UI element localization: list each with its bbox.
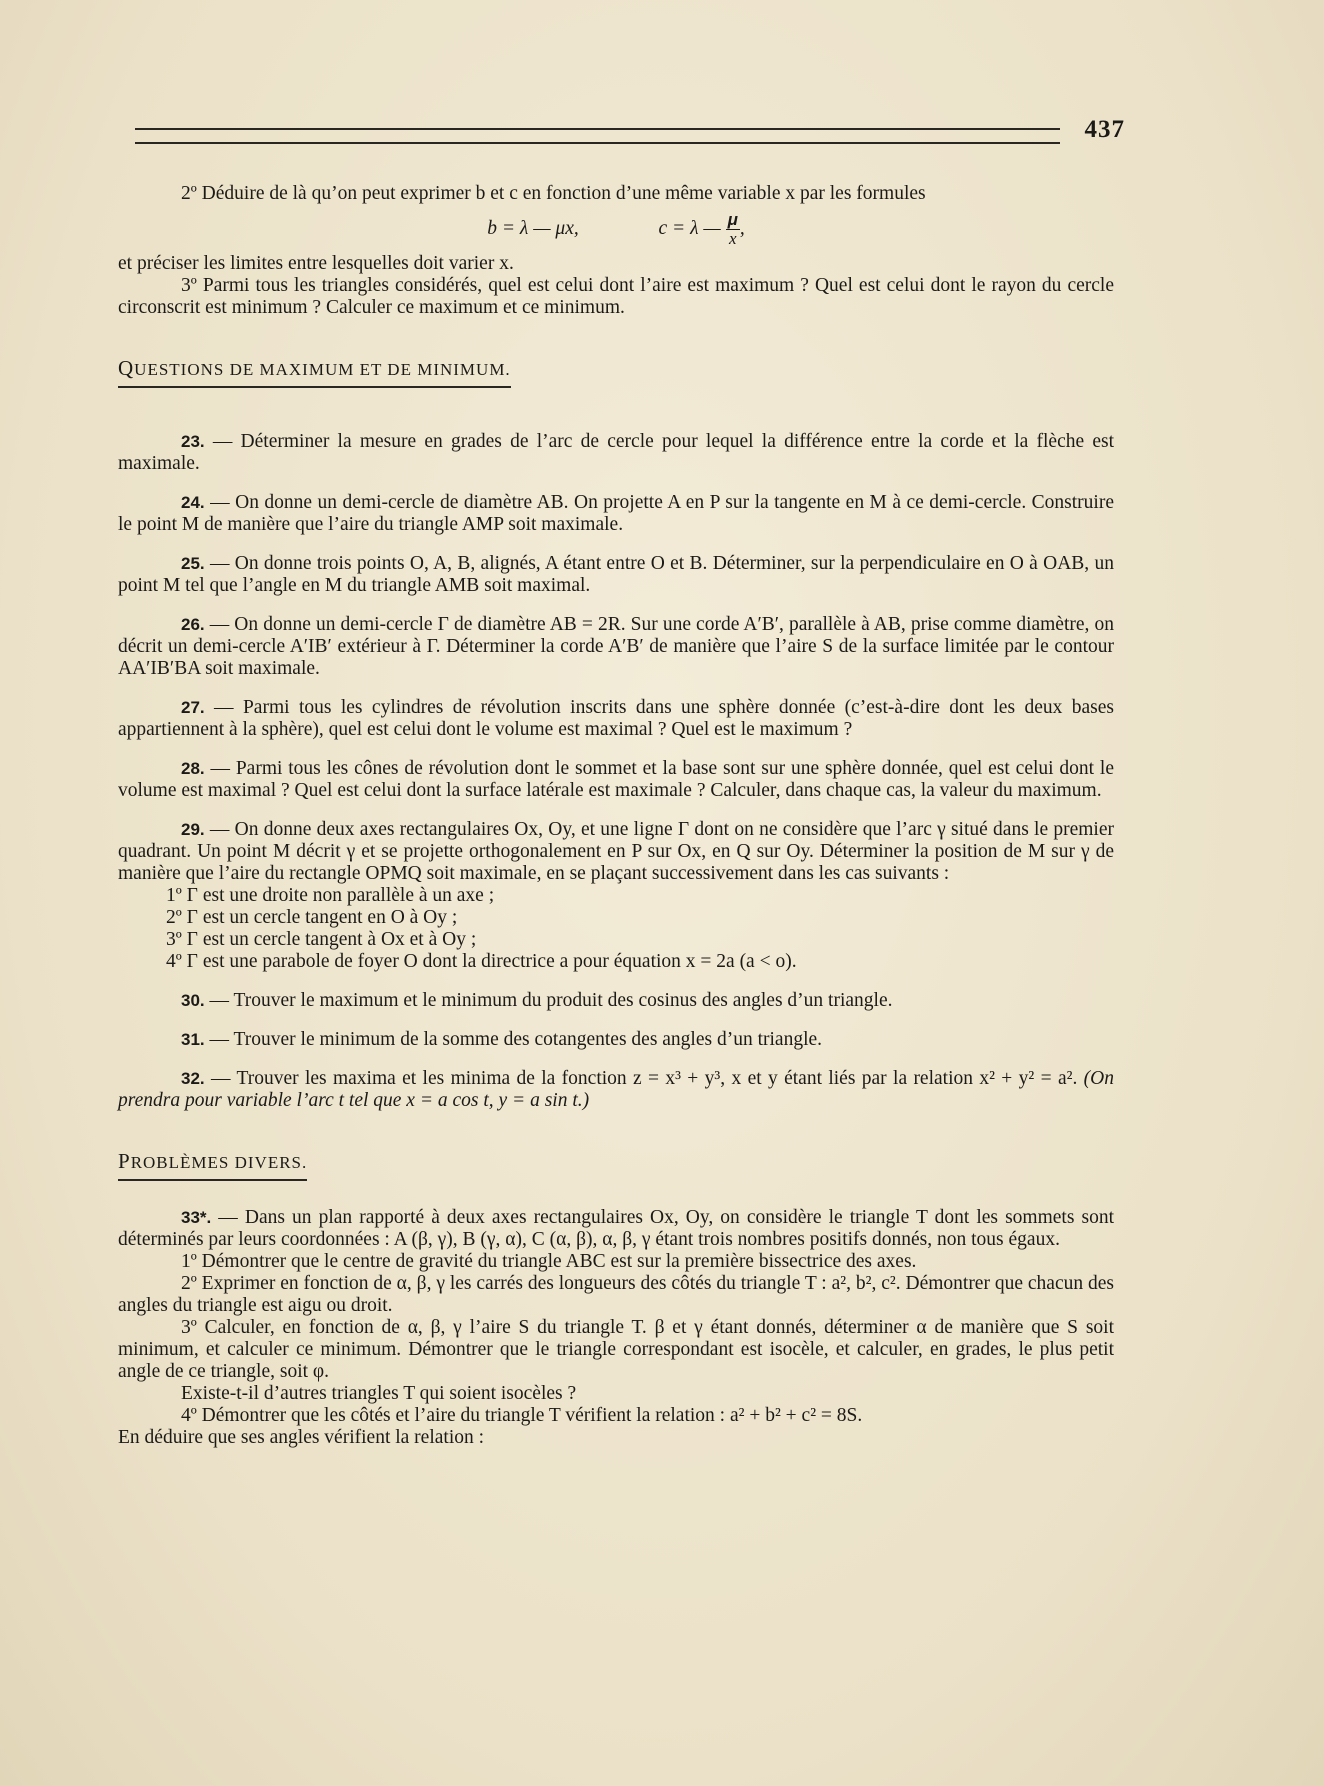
problem-33-q4-end: En déduire que ses angles vérifient la relation : bbox=[118, 1427, 485, 1448]
fraction-numerator: μ bbox=[727, 210, 738, 229]
problem-30: 30. — Trouver le maximum et le minimum du produit des cosinus des angles d’un triangle. bbox=[181, 990, 893, 1011]
problem-31: 31. — Trouver le minimum de la somme des cotangentes des angles d’un triangle. bbox=[181, 1029, 823, 1050]
intro-question-2-end: et préciser les limites entre lesquelles doit varier x. bbox=[118, 253, 514, 274]
problem-24: 24. — On donne un demi-cercle de diamètre AB. On projette A en P sur la tangente en M à ce demi-cercle. Construire le point M de manière que l’aire du triangle AMP soit maximale. bbox=[118, 492, 1114, 535]
fraction-denominator: x bbox=[728, 229, 737, 248]
problem-33-q3: 3º Calculer, en fonction de α, β, γ l’aire S du triangle T. β et γ étant donnés, déterminer α de manière que S soit minimum, et calculer ce minimum. Démontrer que le triangle correspondant est isocèle, et calculer, en grades, le plus petit angle de ce triangle, soit φ. bbox=[118, 1317, 1114, 1382]
problem-33: 33*. — Dans un plan rapporté à deux axes rectangulaires Ox, Oy, on considère le triangle T dont les sommets sont déterminés par leurs coordonnées : A (β, γ), B (γ, α), C (α, β), α, β, γ étant trois nombres positifs donnés, non tous égaux. bbox=[118, 1207, 1114, 1250]
case-item: 1º Γ est une droite non parallèle à un axe ; bbox=[166, 885, 495, 906]
problem-23: 23. — Déterminer la mesure en grades de l’arc de cercle pour lequel la différence entre la corde et la flèche est maximale. bbox=[118, 431, 1114, 474]
problem-33-q2: 2º Exprimer en fonction de α, β, γ les carrés des longueurs des côtés du triangle T : a², b², c². Démontrer que chacun des angles du triangle est aigu ou droit. bbox=[118, 1273, 1114, 1316]
problem-33-q4: 4º Démontrer que les côtés et l’aire du triangle T vérifient la relation : a² + b² + c² = 8S. bbox=[181, 1405, 863, 1426]
problem-29-cases bbox=[166, 885, 1114, 973]
intro-question-2: 2º Déduire de là qu’on peut exprimer b et c en fonction d’une même variable x par les formules bbox=[181, 183, 926, 204]
problem-26: 26. — On donne un demi-cercle Γ de diamètre AB = 2R. Sur une corde A′B′, parallèle à AB, prise comme diamètre, on décrit un demi-cercle A′IB′ extérieur à Γ. Déterminer la corde A′B′ de manière que l’aire S de la surface limitée par le contour AA′IB′BA soit maximale. bbox=[118, 614, 1114, 679]
page-body bbox=[118, 183, 1114, 1449]
problem-29: 29. — On donne deux axes rectangulaires Ox, Oy, et une ligne Γ dont on ne considère que l’arc γ situé dans le premier quadrant. Un point M décrit γ et se projette orthogonalement en P sur Ox, en Q sur Oy. Déterminer la position de M sur γ de manière que l’aire du rectangle OPMQ soit maximale, en se plaçant successivement dans les cas suivants : bbox=[118, 819, 1114, 884]
page-header bbox=[135, 118, 1125, 158]
intro-question-3: 3º Parmi tous les triangles considérés, quel est celui dont l’aire est maximum ? Quel est celui dont le rayon du cercle circonscrit est minimum ? Calculer ce maximum et ce minimum. bbox=[118, 275, 1114, 318]
problems-list bbox=[118, 431, 1114, 1112]
case-item: 3º Γ est un cercle tangent à Ox et à Oy ; bbox=[166, 929, 477, 950]
problem-33-q1: 1º Démontrer que le centre de gravité du triangle ABC est sur la première bissectrice des axes. bbox=[181, 1251, 917, 1272]
section-heading-problemes-divers: PROBLÈMES DIVERS. bbox=[118, 1150, 307, 1181]
problem-28: 28. — Parmi tous les cônes de révolution dont le sommet et la base sont sur une sphère donnée, quel est celui dont le volume est maximal ? Quel est celui dont la surface latérale est maximale ? Calculer, dans chaque cas, la valeur du maximum. bbox=[118, 758, 1114, 801]
case-item: 4º Γ est une parabole de foyer O dont la directrice a pour équation x = 2a (a < o). bbox=[166, 951, 797, 972]
problem-33-q3b: Existe-t-il d’autres triangles T qui soient isocèles ? bbox=[181, 1383, 577, 1404]
formula-c: c = λ — bbox=[658, 217, 721, 239]
problem-25: 25. — On donne trois points O, A, B, alignés, A étant entre O et B. Déterminer, sur la perpendiculaire en O à OAB, un point M tel que l’angle en M du triangle AMB soit maximal. bbox=[118, 553, 1114, 596]
header-double-rule bbox=[135, 128, 1060, 144]
formula-b: b = λ — μx, bbox=[487, 217, 579, 239]
formula-line bbox=[118, 211, 1114, 251]
problem-32: 32. — Trouver les maxima et les minima de la fonction z = x³ + y³, x et y étant liés par la relation x² + y² = a². (On prendra pour variable l’arc t tel que x = a cos t, y = a sin t.) bbox=[118, 1068, 1114, 1111]
formula-comma: , bbox=[739, 217, 745, 239]
problem-27: 27. — Parmi tous les cylindres de révolution inscrits dans une sphère donnée (c’est-à-dire dont les deux bases appartiennent à la sphère), quel est celui dont le volume est maximal ? Quel est le maximum ? bbox=[118, 697, 1114, 740]
section-heading-max-min: QUESTIONS DE MAXIMUM ET DE MINIMUM. bbox=[118, 357, 511, 388]
page-number: 437 bbox=[1084, 116, 1125, 143]
formula-fraction bbox=[726, 211, 740, 248]
case-item: 2º Γ est un cercle tangent en O à Oy ; bbox=[166, 907, 458, 928]
